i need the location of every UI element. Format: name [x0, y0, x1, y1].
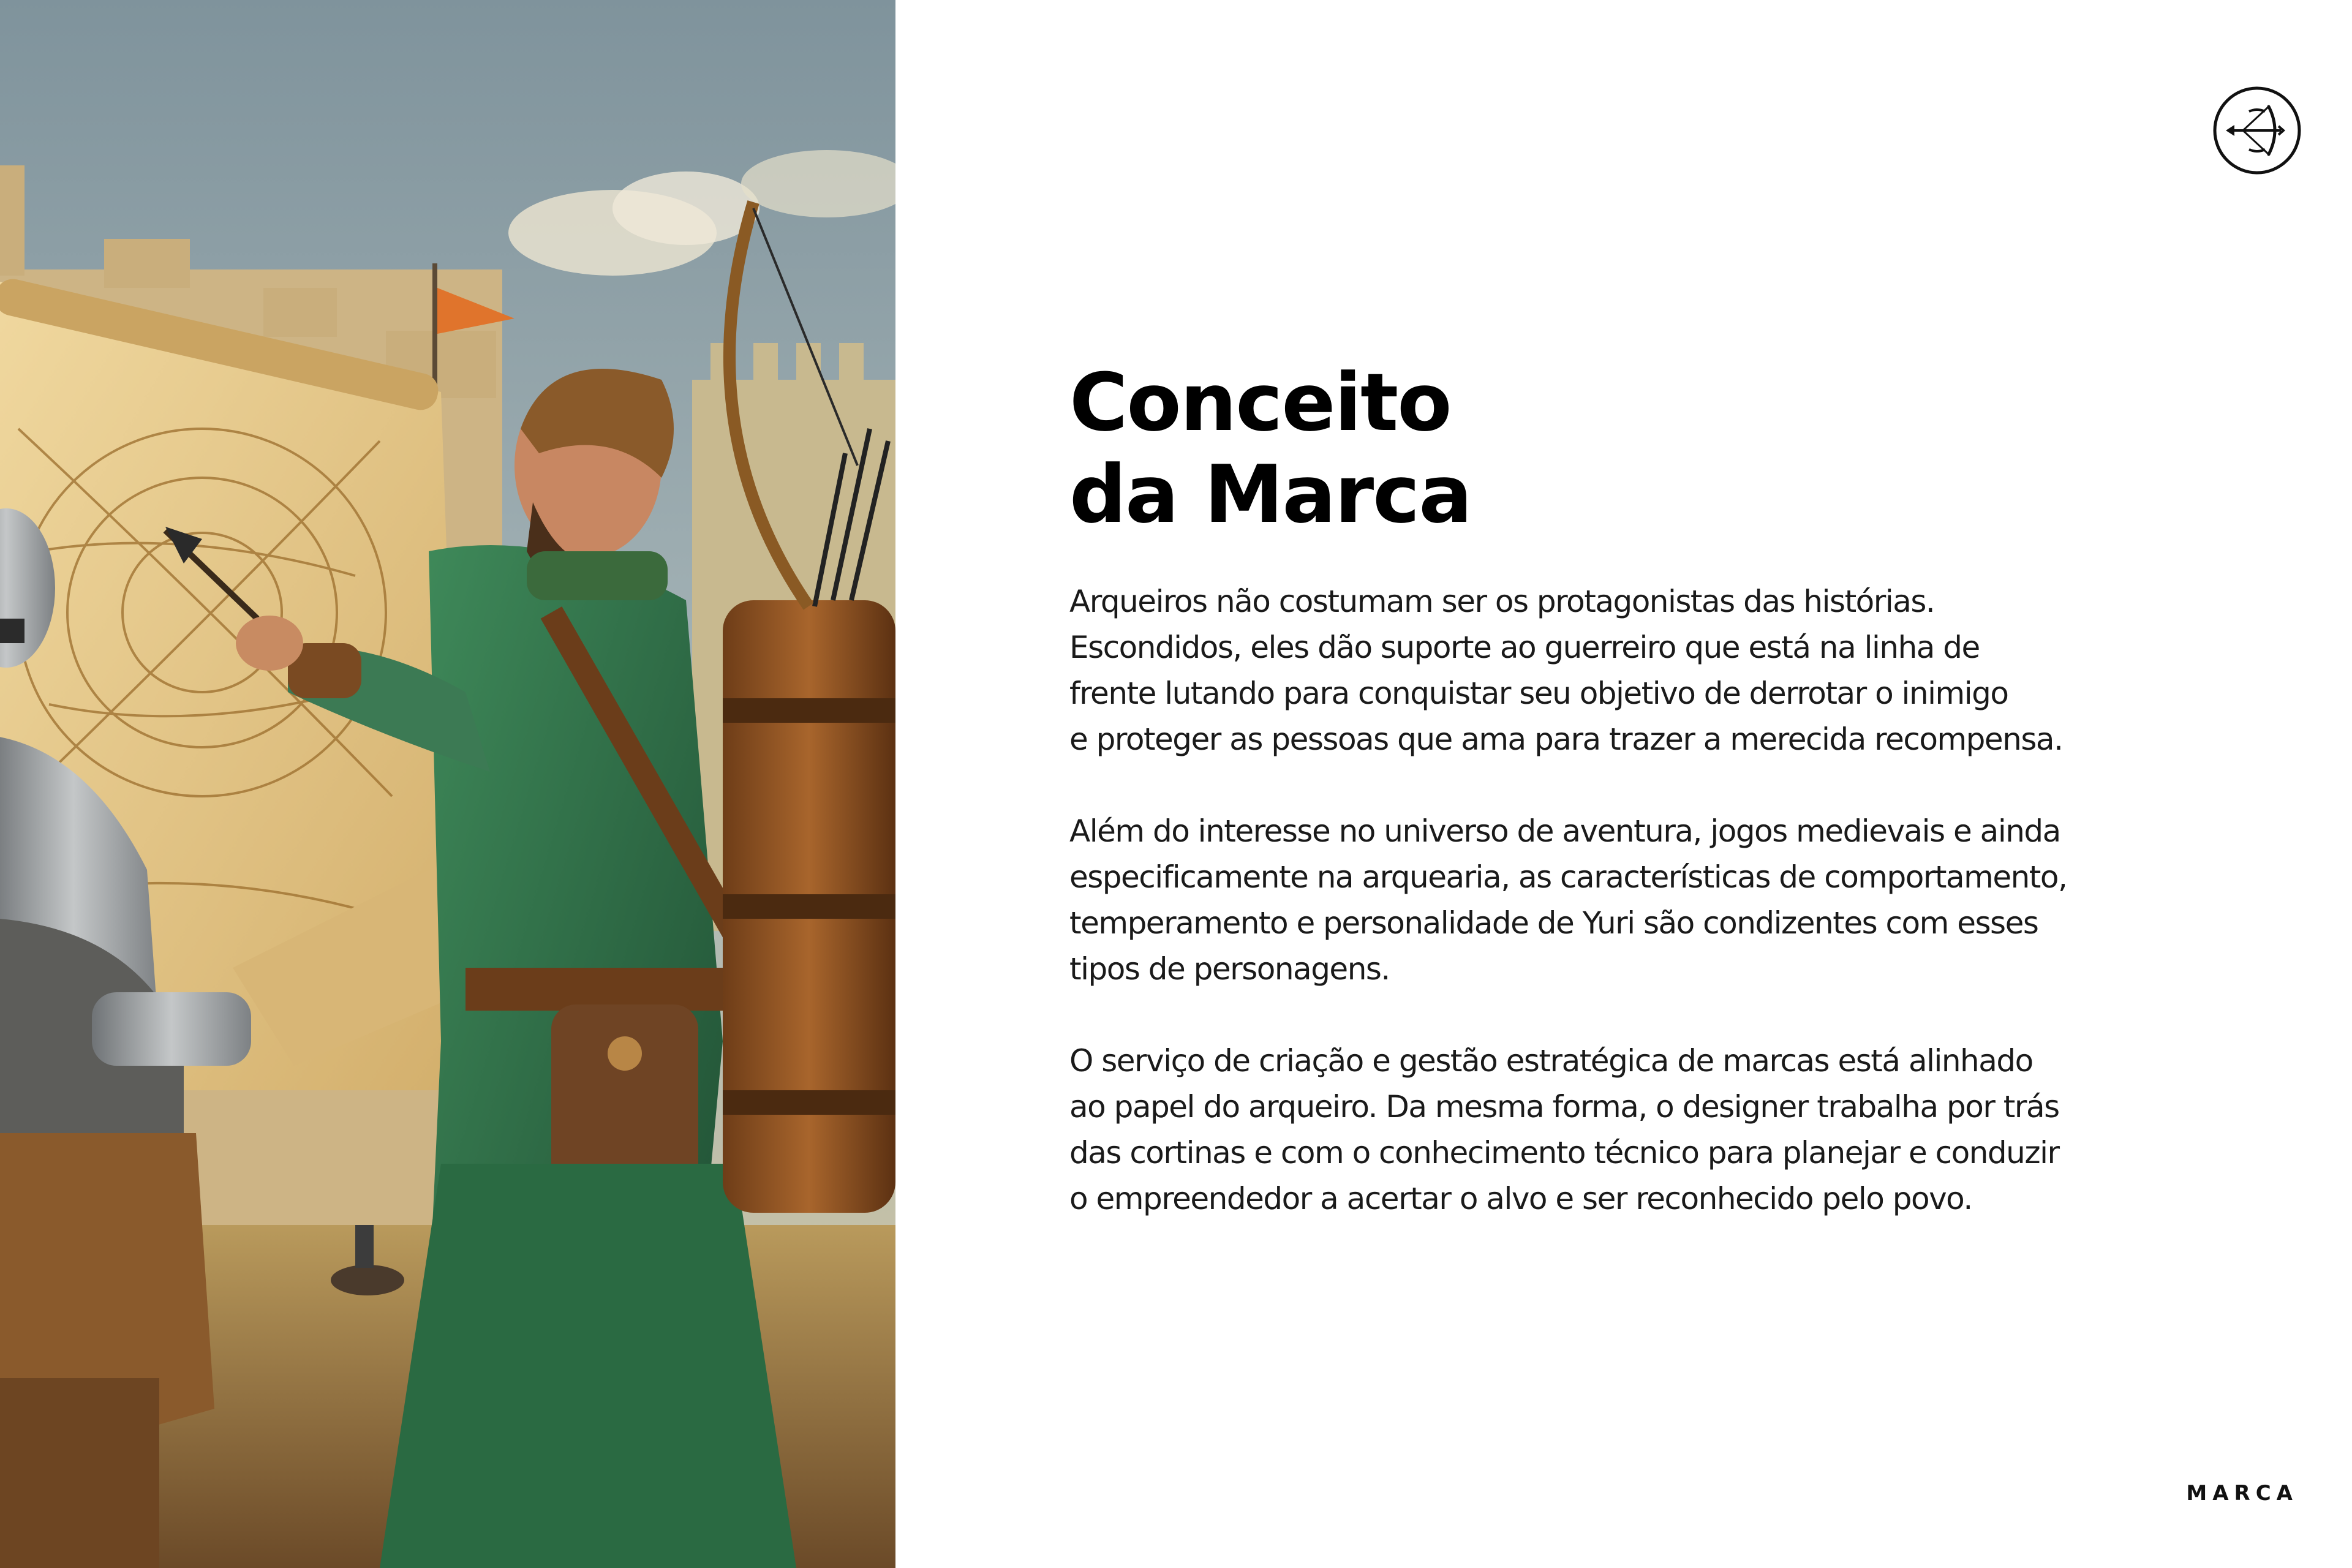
- archer-bow-emblem-icon: [2212, 86, 2302, 175]
- paragraph-line: temperamento e personalidade de Yuri são condizentes com esses: [1069, 905, 2038, 941]
- paragraph-line: o empreendedor a acertar o alvo e ser reconhecido pelo povo.: [1069, 1181, 1972, 1216]
- paragraph-line: Escondidos, eles dão suporte ao guerreiro que está na linha de: [1069, 630, 1980, 665]
- page-title-line: da Marca: [1069, 448, 1472, 541]
- archer-map-illustration: [0, 0, 895, 1568]
- paragraph-archers: [1069, 579, 2147, 763]
- paragraph-line: tipos de personagens.: [1069, 951, 1390, 987]
- paragraph-service: [1069, 1038, 2147, 1222]
- footer-brand-label: MARCA: [2186, 1481, 2298, 1506]
- paragraph-line: Arqueiros não costumam ser os protagonistas das histórias.: [1069, 584, 1935, 619]
- paragraph-line: e proteger as pessoas que ama para trazer a merecida recompensa.: [1069, 722, 2063, 757]
- page-title-line: Conceito: [1069, 356, 1451, 449]
- body-text: [1069, 579, 2147, 1268]
- paragraph-line: frente lutando para conquistar seu objetivo de derrotar o inimigo: [1069, 676, 2008, 711]
- paragraph-interest: [1069, 809, 2147, 992]
- paragraph-line: O serviço de criação e gestão estratégica de marcas está alinhado: [1069, 1043, 2033, 1079]
- paragraph-line: ao papel do arqueiro. Da mesma forma, o designer trabalha por trás: [1069, 1089, 2059, 1125]
- paragraph-line: das cortinas e com o conhecimento técnico para planejar e conduzir: [1069, 1135, 2059, 1170]
- page-title: [1069, 356, 1988, 540]
- paragraph-line: especificamente na arquearia, as características de comportamento,: [1069, 859, 2067, 895]
- paragraph-line: Além do interesse no universo de aventura, jogos medievais e ainda: [1069, 813, 2060, 849]
